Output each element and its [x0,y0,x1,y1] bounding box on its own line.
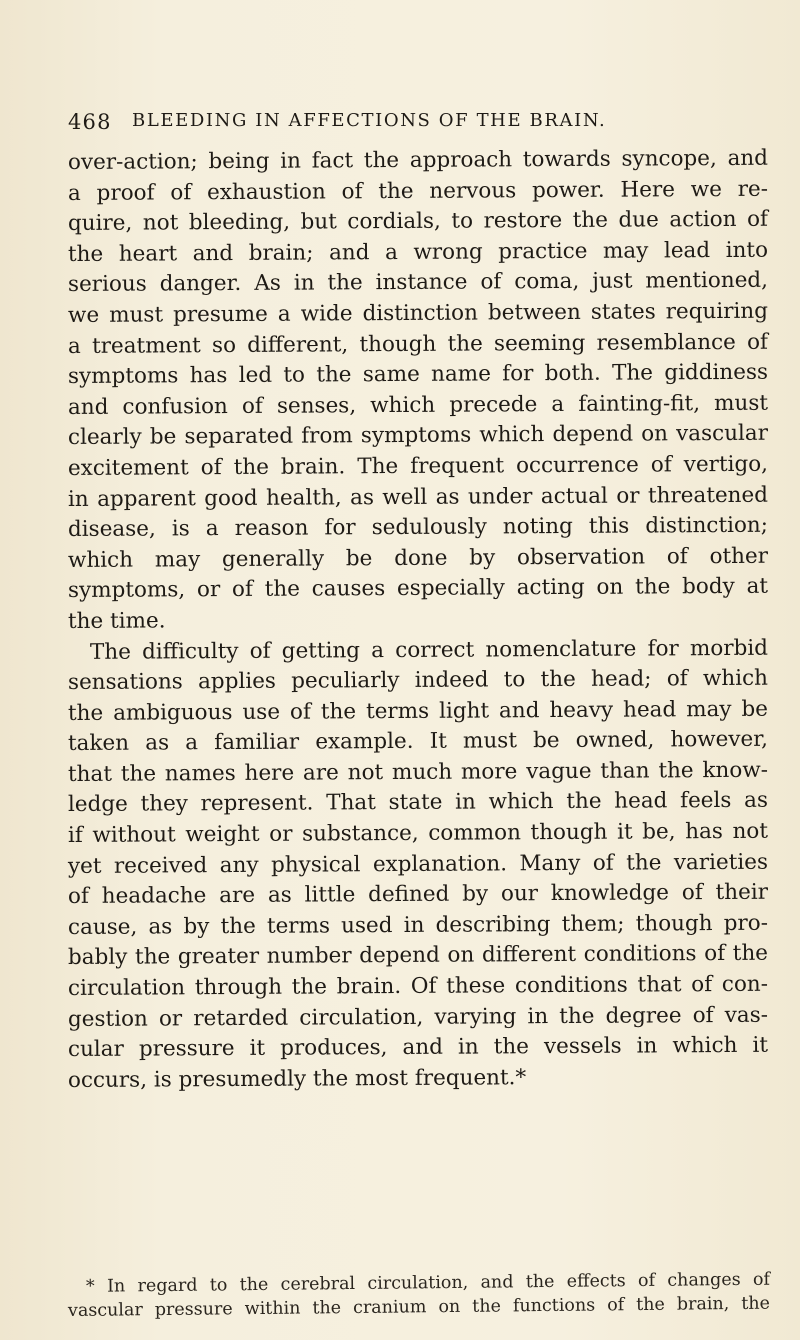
page-number: 468 [68,110,112,134]
running-head: BLEEDING IN AFFECTIONS OF THE BRAIN. [132,110,607,131]
paragraph-end-line: the time. [67,608,166,634]
text-line: serious danger. As in the instance of coma, just mentioned, [67,268,769,298]
text-line: ledge they represent. That state in which the head feels as [67,788,769,818]
text-line: the ambiguous use of the terms light and heavy head may be [67,696,769,726]
text-line: if without weight or substance, common though it be, has not [67,818,769,849]
paragraph-start-line: The difficulty of getting a correct nomenclature for morbid [89,635,769,665]
text-line: sensations applies peculiarly indeed to the head; of which [67,665,769,696]
text-line: gestion or retarded circulation, varying in the degree of vas- [67,1002,769,1032]
text-line: of headache are as little defined by our knowledge of their [67,879,769,910]
page-header [68,110,768,140]
text-line: symptoms, or of the causes especially acting on the body at [67,574,769,604]
text-line: disease, is a reason for sedulously noting this distinction; [67,512,769,543]
text-line: bably the greater number depend on different conditions of the [67,941,769,971]
text-line: excitement of the brain. The frequent occurrence of vertigo, [67,451,769,481]
text-line: a treatment so different, though the seeming resemblance of [67,329,769,359]
footnote-line: vascular pressure within the cranium on the functions of the brain, the [67,1293,771,1321]
text-line: taken as a familiar example. It must be owned, however, [67,727,769,757]
text-line: and confusion of senses, which precede a fainting-fit, must [67,390,769,420]
text-line: we must presume a wide distinction between states requiring [67,298,769,328]
text-line: a proof of exhaustion of the nervous power. Here we re- [67,176,769,206]
text-line: in apparent good health, as well as under actual or threatened [67,482,769,512]
text-line: clearly be separated from symptoms which depend on vascular [67,421,769,451]
text-line: quire, not bleeding, but cordials, to restore the due action of [67,206,769,237]
text-line: over-action; being in fact the approach towards syncope, and [67,145,769,175]
text-line: cause, as by the terms used in describing them; though pro- [67,910,769,940]
text-line: yet received any physical explanation. Many of the varieties [67,849,769,879]
paragraph-end-line: occurs, is presumedly the most frequent.* [67,1065,527,1093]
footnote [67,1269,771,1323]
text-line: the heart and brain; and a wrong practice may lead into [67,237,769,267]
body-text [67,145,769,1096]
footnote-line: * In regard to the cerebral circulation, and the effects of changes of [85,1269,771,1297]
text-line: that the names here are not much more vague than the know- [67,757,769,787]
text-line: circulation through the brain. Of these conditions that of con- [67,971,769,1002]
text-line: which may generally be done by observation of other [67,543,769,573]
text-line: cular pressure it produces, and in the vessels in which it [67,1032,769,1063]
text-line: symptoms has led to the same name for both. The giddiness [67,359,769,390]
